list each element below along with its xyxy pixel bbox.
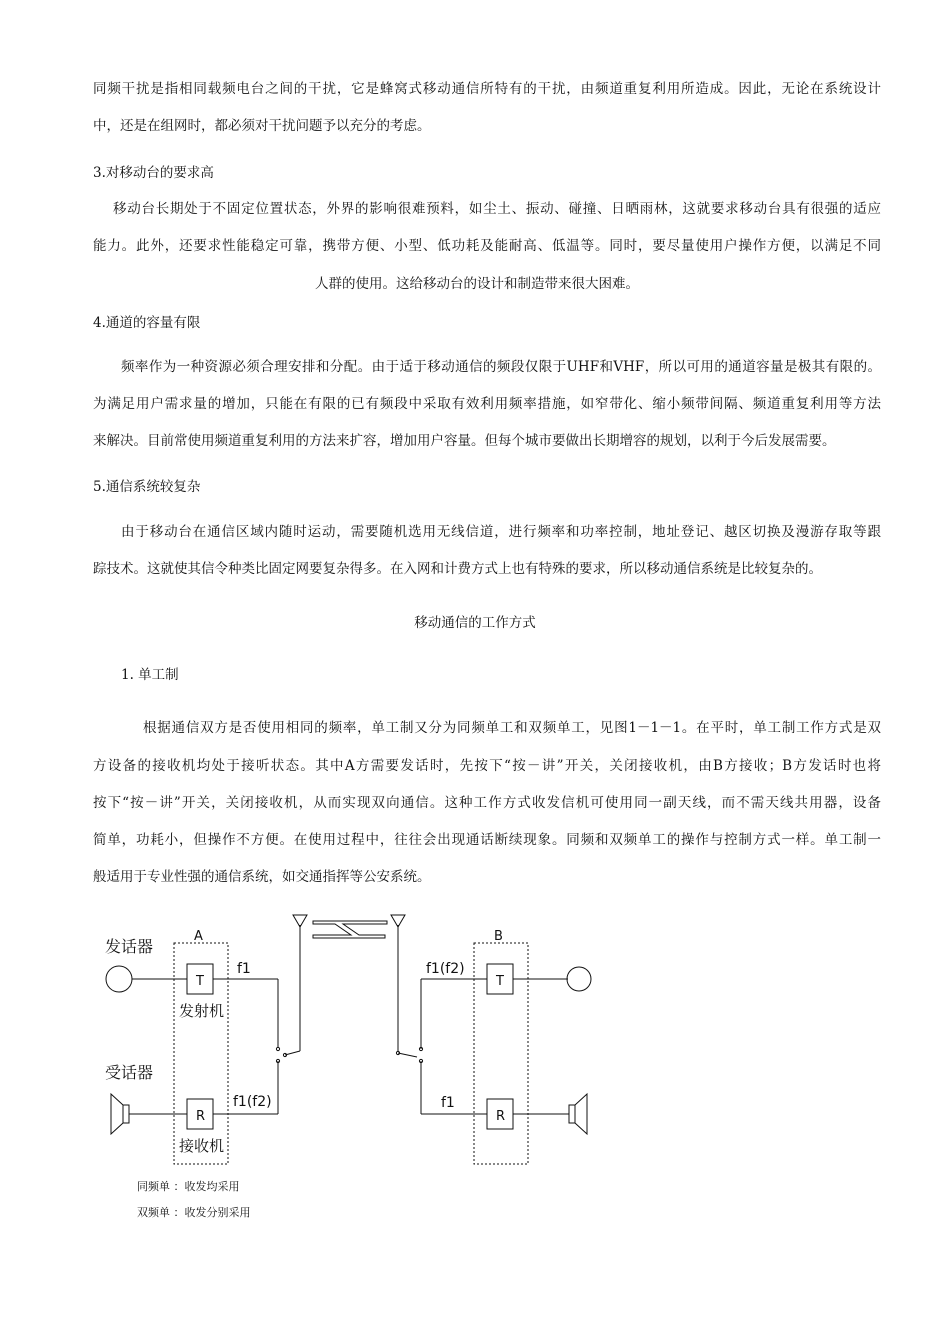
speaker-icon	[575, 1094, 587, 1134]
r-box-a-label: R	[196, 1109, 206, 1124]
heading-5: 5.通信系统较复杂	[93, 479, 201, 495]
paragraph-line: 移动台长期处于不固定位置状态，外界的影响很难预料，如尘土、振动、碰撞、日晒雨林，这就要求移动台具有很强的适应	[113, 201, 881, 217]
paragraph-line: 能力。此外，还要求性能稳定可靠，携带方便、小型、低功耗及能耐高、低温等。同时，要尽量使用户操作方便，以满足不同	[93, 238, 881, 254]
paragraph-line: 按下“按－讲”开关，关闭接收机，从而实现双向通信。这种工作方式收发信机可使用同一副天线，而不需天线共用器，设备	[93, 795, 881, 811]
paragraph-line: 由于移动台在通信区域内随时运动，需要随机选用无线信道，进行频率和功率控制，地址登记、越区切换及漫游存取等跟	[121, 524, 881, 540]
receiver-label: 接收机	[179, 1137, 225, 1155]
caption-same-frequency: 同频单 ：收发均采用	[137, 1180, 240, 1193]
paragraph-line: 来解决。目前常使用频道重复利用的方法来扩容，增加用户容量。但每个城市要做出长期增容的规划，以利于今后发展需要。	[93, 433, 836, 449]
heading-3: 3.对移动台的要求高	[93, 165, 214, 181]
paragraph-line: 中，还是在组网时，都必须对干扰问题予以充分的考虑。	[93, 118, 431, 134]
paragraph-line: 同频干扰是指相同载频电台之间的干扰，它是蜂窝式移动通信所特有的干扰，由频道重复利用所造成。因此，无论在系统设计	[93, 81, 881, 97]
paragraph-line: 方设备的接收机均处于接听状态。其中A方需要发话时，先按下“按－讲”开关，关闭接收机，由B方接收；B方发话时也将	[93, 758, 881, 774]
section-title: 移动通信的工作方式	[414, 615, 536, 631]
paragraph-line: 根据通信双方是否使用相同的频率，单工制又分为同频单工和双频单工，见图1－1－1。在平时，单工制工作方式是双	[143, 720, 881, 736]
freq-b-rx: f1	[441, 1095, 455, 1111]
paragraph-line: 频率作为一种资源必须合理安排和分配。由于适于移动通信的频段仅限于UHF和VHF，所以可用的通道容量是极其有限的。	[121, 359, 881, 375]
paragraph-line: 简单，功耗小，但操作不方便。在使用过程中，往往会出现通话断续现象。同频和双频单工的操作与控制方式一样。单工制一	[93, 832, 881, 848]
freq-a-rx: f1(f2)	[233, 1094, 272, 1110]
label-a: A	[194, 929, 203, 944]
microphone-icon	[106, 966, 132, 992]
heading-4: 4.通道的容量有限	[93, 315, 201, 331]
paragraph-line: 踪技术。这就使其信令种类比固定网要复杂得多。在入网和计费方式上也有特殊的要求，所以移动通信系统是比较复杂的。	[93, 561, 822, 577]
t-box-b-label: T	[496, 974, 504, 989]
simplex-diagram	[95, 905, 615, 1225]
label-b: B	[494, 929, 503, 944]
freq-b-tx: f1(f2)	[426, 961, 465, 977]
caption-dual-frequency: 双频单 ：收发分别采用	[137, 1206, 251, 1219]
freq-a-tx: f1	[237, 961, 251, 977]
microphone-label: 发话器	[105, 937, 154, 956]
r-box-b-label: R	[496, 1109, 506, 1124]
receiver-device-label: 受话器	[105, 1063, 154, 1082]
transmitter-label: 发射机	[179, 1002, 225, 1020]
t-box-a-label: T	[196, 974, 204, 989]
paragraph-line: 般适用于专业性强的通信系统，如交通指挥等公安系统。	[93, 869, 431, 885]
radio-link-icon	[313, 921, 387, 938]
paragraph-line: 人群的使用。这给移动台的设计和制造带来很大困难。	[315, 276, 639, 292]
earpiece-icon	[567, 967, 591, 991]
paragraph-line: 为满足用户需求量的增加，只能在有限的已有频段中采取有效利用频率措施，如窄带化、缩小频带间隔、频道重复利用等方法	[93, 396, 881, 412]
heading-simplex: 1. 单工制	[121, 667, 179, 683]
speaker-icon	[111, 1094, 123, 1134]
